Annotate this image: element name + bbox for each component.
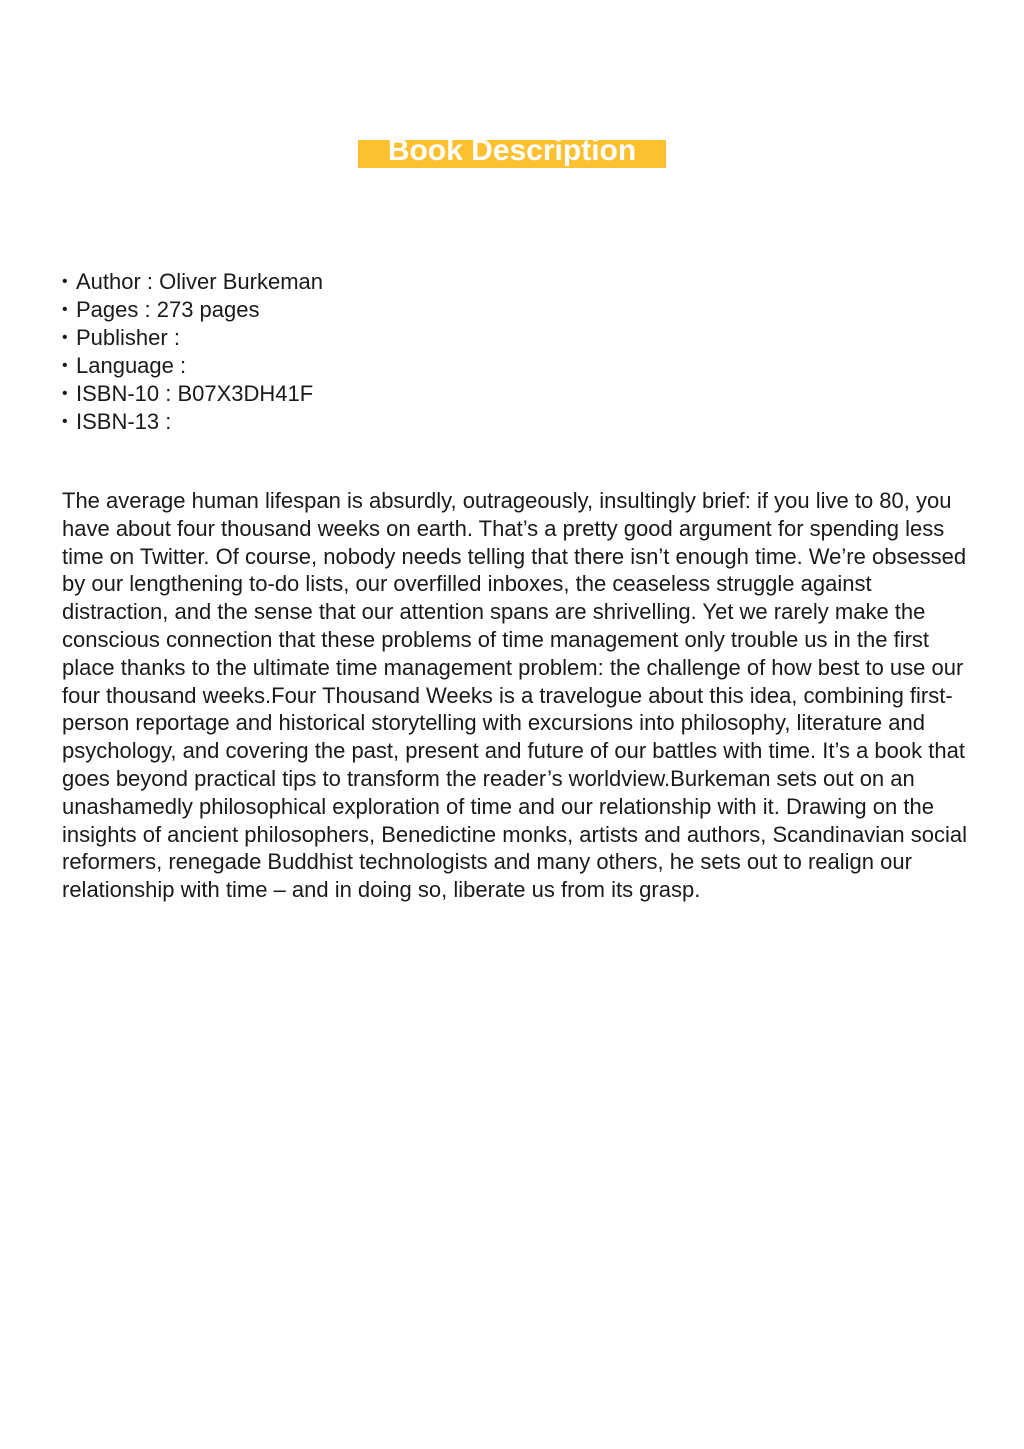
detail-publisher [62, 324, 323, 352]
bullet-icon: • [62, 329, 68, 346]
detail-pages [62, 296, 323, 324]
book-description-paragraph: The average human lifespan is absurdly, outrageously, insultingly brief: if you live to 80, you have about four thousand weeks on earth. That’s a pretty good argument for spending less time on Twitter. Of course, nobody needs telling that there isn’t enough time. We’re obsessed by our lengthening to-do lists, our overfilled inboxes, the ceaseless struggle against distraction, and the sense that our attention spans are shrivelling. Yet we rarely make the conscious connection that these problems of time management only trouble us in the first place thanks to the ultimate time management problem: the challenge of how best to use our four thousand weeks.Four Thousand Weeks is a travelogue about this idea, combining first-person reportage and historical storytelling with excursions into philosophy, literature and psychology, and covering the past, present and future of our battles with time. It’s a book that goes beyond practical tips to transform the reader’s worldview.Burkeman sets out on an unashamedly philosophical exploration of time and our relationship with it. Drawing on the insights of ancient philosophers, Benedictine monks, artists and authors, Scandinavian social reformers, renegade Buddhist technologists and many others, he sets out to realign our relationship with time – and in doing so, liberate us from its grasp. [62, 488, 967, 903]
detail-isbn-10 [62, 380, 323, 408]
page-title: Book Description [387, 134, 637, 167]
detail-isbn-13-text: ISBN-13 : [76, 409, 172, 434]
bullet-icon: • [62, 413, 68, 430]
bullet-icon: • [62, 357, 68, 374]
detail-author-text: Author : Oliver Burkeman [76, 269, 323, 294]
bullet-icon: • [62, 301, 68, 318]
detail-pages-text: Pages : 273 pages [76, 297, 260, 322]
title-banner [358, 134, 666, 168]
detail-isbn-10-text: ISBN-10 : B07X3DH41F [76, 381, 314, 406]
bullet-icon: • [62, 273, 68, 290]
detail-author [62, 268, 323, 296]
detail-language [62, 352, 323, 380]
bullet-icon: • [62, 385, 68, 402]
book-details-list [62, 268, 323, 436]
detail-language-text: Language : [76, 353, 187, 378]
detail-publisher-text: Publisher : [76, 325, 180, 350]
detail-isbn-13 [62, 408, 323, 436]
